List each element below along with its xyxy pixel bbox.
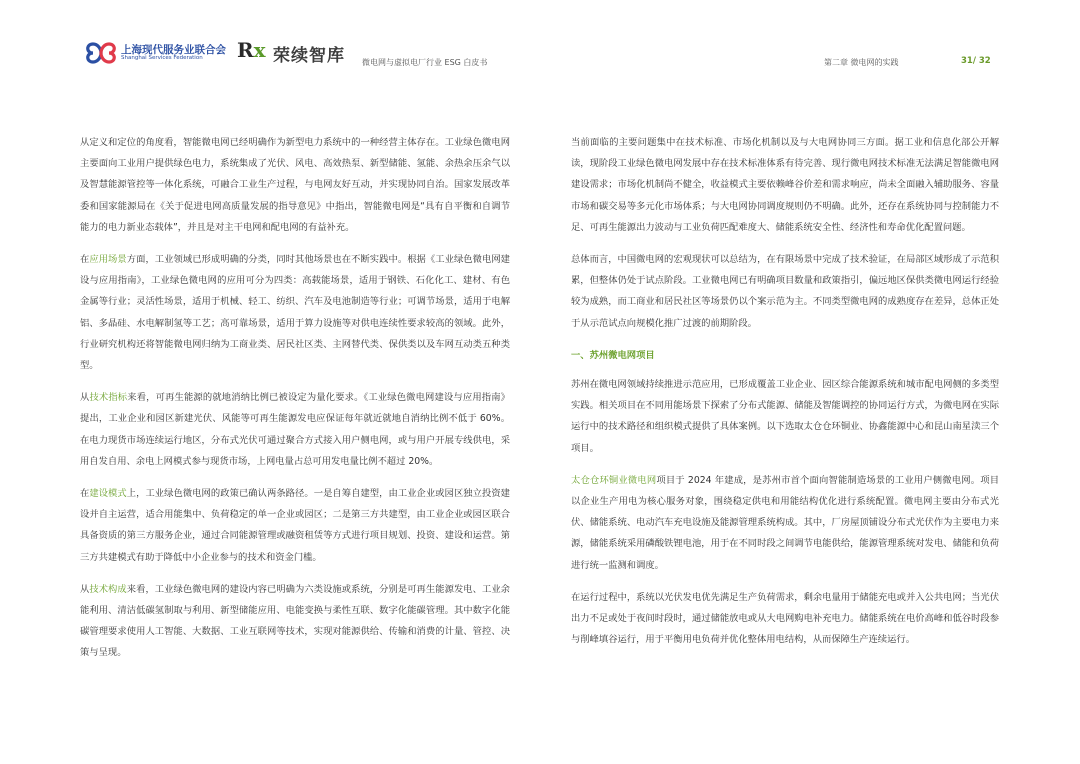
rx-mark-r: R	[237, 38, 254, 62]
page-number: 31/ 32	[961, 56, 991, 66]
highlight-taicang-project: 太仓仓环铜业微电网	[571, 474, 657, 486]
paragraph-definition: 从定义和定位的角度看，智能微电网已经明确作为新型电力系统中的一种经营主体存在。工业绿色微电网主要面向工业用户提供绿色电力，系统集成了光伏、风电、高效热泵、新型储能、氢能、余热余压余气以及智慧能源管控等一体化系统，可融合工业生产过程，与电网友好互动，并实现协同自治。国家发展改革委和国家能源局在《关于促进电网高质量发展的指导意见》中指出，智能微电网是“具有自平衡和自调节能力的电力新业态载体”，并且是对主干电网和配电网的有益补充。	[80, 137, 510, 233]
document-title: 微电网与虚拟电厂行业 ESG 白皮书	[362, 58, 488, 67]
org-name-en: Shanghai Services Federation	[121, 55, 203, 61]
highlight-technical-composition: 技术构成	[89, 583, 127, 595]
text: 从	[80, 583, 90, 595]
brand-name: 荣续智库	[273, 46, 345, 66]
left-column	[80, 132, 510, 675]
paragraph-suzhou-intro: 苏州在微电网领域持续推进示范应用，已形成覆盖工业企业、园区综合能源系统和城市配电网侧的多类型实践。相关项目在不同用能场景下探索了分布式能源、储能及智能调控的协同运行方式，为微电网在实际运行中的技术路径和组织模式提供了具体案例。以下选取太仓仓环铜业、协鑫能源中心和昆山南星渎三个项目。	[571, 379, 999, 454]
paragraph-taicang-project	[571, 470, 999, 576]
text: 来看，可再生能源的就地消纳比例已被设定为量化要求。《工业绿色微电网建设与应用指南》提出，工业企业和园区新建光伏、风能等可再生能源发电应保证每年就近就地自消纳比例不低于 60%。在电力现货市场连续运行地区，分布式光伏可通过聚合方式接入用户侧电网，或与用户开展专线供电，采用自发自用、余电上网模式参与现货市场，上网电量占总可用发电量比例不超过 20%。	[80, 392, 510, 467]
org-name-cn: 上海现代服务业联合会	[121, 44, 226, 56]
ssf-logo-icon	[84, 40, 118, 66]
right-column	[571, 132, 999, 661]
chapter-title: 第二章 微电网的实践	[824, 58, 899, 67]
text: 来看，工业绿色微电网的建设内容已明确为六类设施或系统，分别是可再生能源发电、工业余能利用、清洁低碳氢制取与利用、新型储能应用、电能变换与柔性互联、数字化能碳管理。其中数字化能碳管理要求使用人工智能、大数据、工业互联网等技术，实现对能源供给、传输和消费的计量、管控、决策与呈现。	[80, 583, 510, 659]
rx-logo-icon	[237, 38, 266, 62]
highlight-technical-indicators: 技术指标	[89, 392, 128, 404]
paragraph-overall-status: 总体而言，中国微电网的宏观现状可以总结为，在有限场景中完成了技术验证，在局部区域形成了示范积累，但整体仍处于试点阶段。工业微电网已有明确项目数量和政策指引，偏远地区保供类微电网运行经验较为成熟，而工商业和居民社区等场景仍以个案示范为主。不同类型微电网的成熟度存在差异，总体正处于从示范试点向规模化推广过渡的前期阶段。	[571, 254, 999, 329]
highlight-construction-mode: 建设模式	[89, 488, 127, 500]
paragraph-current-problems: 当前面临的主要问题集中在技术标准、市场化机制以及与大电网协同三方面。据工业和信息化部公开解读，现阶段工业绿色微电网发展中存在技术标准体系有待完善、现行微电网技术标准无法满足智能微电网建设需求；市场化机制尚不健全，收益模式主要依赖峰谷价差和需求响应，尚未全面融入辅助服务、容量市场和碳交易等多元化市场体系；与大电网协同调度规则仍不明确。此外，还存在系统协同与控制能力不足、可再生能源出力波动与工业负荷匹配难度大、储能系统安全性、经济性和寿命优化配置问题。	[571, 137, 999, 233]
text: 项目于 2024 年建成，是苏州市首个面向智能制造场景的工业用户侧微电网。项目以企业生产用电为核心服务对象，围绕稳定供电和用能结构优化进行系统配置。微电网主要由分布式光伏、储能系统、电动汽车充电设施及能源管理系统构成。其中，厂房屋顶铺设分布式光伏作为主要电力来源，储能系统采用磷酸铁锂电池，用于在不同时段之间调节电能供给，能源管理系统对发电、储能和负荷进行统一监测和调度。	[571, 474, 999, 571]
text: 在	[80, 488, 90, 500]
text: 在	[80, 254, 90, 266]
text: 上，工业绿色微电网的政策已确认两条路径。一是自筹自建型，由工业企业或园区独立投资建设并自主运营，适合用能集中、负荷稳定的单一企业或园区；二是第三方共建型，由工业企业或园区联合具备资质的第三方服务企业，通过合同能源管理或融资租赁等方式进行项目规划、投资、建设和运营。第三方共建模式有助于降低中小企业参与的技术和资金门槛。	[80, 488, 510, 563]
text: 从	[80, 392, 90, 404]
paragraph-construction-mode	[80, 483, 510, 568]
text: 方面，工业领域已形成明确的分类，同时其他场景也在不断实践中。根据《工业绿色微电网建设与应用指南》，工业绿色微电网的应用可分为四类：高载能场景，适用于钢铁、石化化工、建材、有色金属等行业；灵活性场景，适用于机械、轻工、纺织、汽车及电池制造等行业；可调节场景，适用于电解铝、多晶硅、水电解制氢等工艺；高可靠场景，适用于算力设施等对供电连续性要求较高的领域。此外，行业研究机构还将智能微电网归纳为工商业类、居民社区类、主网替代类、保供类以及车网互动类五种类型。	[80, 254, 510, 372]
paragraph-technical-composition	[80, 579, 510, 664]
paragraph-technical-indicators	[80, 387, 510, 472]
ssf-logo	[84, 40, 226, 66]
page-header	[0, 0, 1080, 80]
section-heading-suzhou: 一、苏州微电网项目	[571, 349, 655, 361]
highlight-application-scenarios: 应用场景	[89, 254, 127, 266]
paragraph-operation: 在运行过程中，系统以光伏发电优先满足生产负荷需求，剩余电量用于储能充电或并入公共电网；当光伏出力不足或处于夜间时段时，通过储能放电或从大电网购电补充电力。储能系统在电价高峰和低谷时段参与削峰填谷运行，用于平衡用电负荷并优化整体用电结构，从而保障生产连续运行。	[571, 591, 999, 646]
paragraph-application-scenarios	[80, 249, 510, 376]
rx-mark-x: x	[253, 38, 266, 62]
